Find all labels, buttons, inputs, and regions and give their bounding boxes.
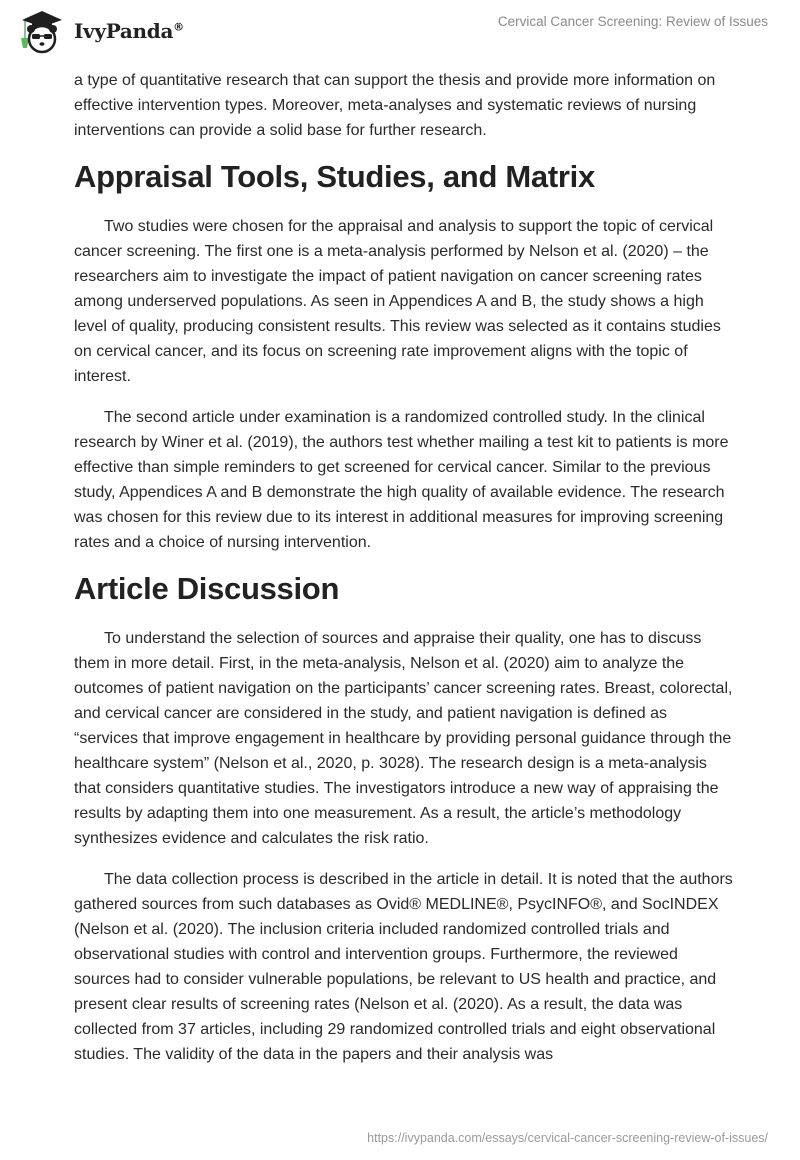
panda-graduate-icon — [18, 8, 66, 54]
paragraph-data-collection: The data collection process is described in the article in detail. It is noted that the authors gathered sources from such databases as Ovid® MEDLINE®, PsycINFO®, and SocINDEX (Nelson et al. (2020). The inclusion criteria included randomized controlled trials and observational studies with control and intervention groups. Furthermore, the reviewed sources had to consider vulnerable populations, be relevant to US health and practice, and present clear results of screening rates (Nelson et al. (2020). As a result, the data was collected from 37 articles, including 29 randomized controlled trials and eight observational studies. The validity of the data in the papers and their analysis was — [74, 871, 733, 1063]
page-header — [0, 0, 800, 56]
article-body — [74, 68, 734, 1083]
brand-logo[interactable] — [18, 8, 184, 54]
section-heading-discussion: Article Discussion — [74, 571, 340, 606]
brand-name: IvyPanda® — [74, 19, 184, 43]
paragraph-intro-continuation: a type of quantitative research that can support the thesis and provide more information on effective intervention types. Moreover, meta-analyses and systematic reviews of nursing interventions can provide a solid base for further research. — [74, 72, 716, 139]
section-heading-appraisal: Appraisal Tools, Studies, and Matrix — [74, 159, 595, 194]
document-title: Cervical Cancer Screening: Review of Issues — [497, 14, 768, 29]
paragraph-first-study: Two studies were chosen for the appraisal and analysis to support the topic of cervical cancer screening. The first one is a meta-analysis performed by Nelson et al. (2020) – the researchers aim to investigate the impact of patient navigation on cancer screening rates among underserved populations. As seen in Appendices A and B, the study shows a high level of quality, producing consistent results. This review was selected as it contains studies on cervical cancer, and its focus on screening rate improvement aligns with the topic of interest. — [74, 218, 721, 385]
source-url-link[interactable]: https://ivypanda.com/essays/cervical-cancer-screening-review-of-issues/ — [367, 1131, 768, 1145]
paragraph-second-study: The second article under examination is a randomized controlled study. In the clinical research by Winer et al. (2019), the authors test whether mailing a test kit to patients is more effective than simple reminders to get screened for cervical cancer. Similar to the previous study, Appendices A and B demonstrate the high quality of available evidence. The research was chosen for this review due to its interest in additional measures for improving screening rates and a choice of nursing intervention. — [74, 409, 729, 551]
paragraph-discussion: To understand the selection of sources and appraise their quality, one has to discuss them in more detail. First, in the meta-analysis, Nelson et al. (2020) aim to analyze the outcomes of patient navigation on the participants’ cancer screening rates. Breast, colorectal, and cervical cancer are considered in the study, and patient navigation is defined as “services that improve engagement in healthcare by providing personal guidance through the healthcare system” (Nelson et al., 2020, p. 3028). The research design is a meta-analysis that considers quantitative studies. The investigators introduce a new way of appraising the results by adapting them into one measurement. As a result, the article’s methodology synthesizes evidence and calculates the risk ratio. — [74, 630, 733, 847]
